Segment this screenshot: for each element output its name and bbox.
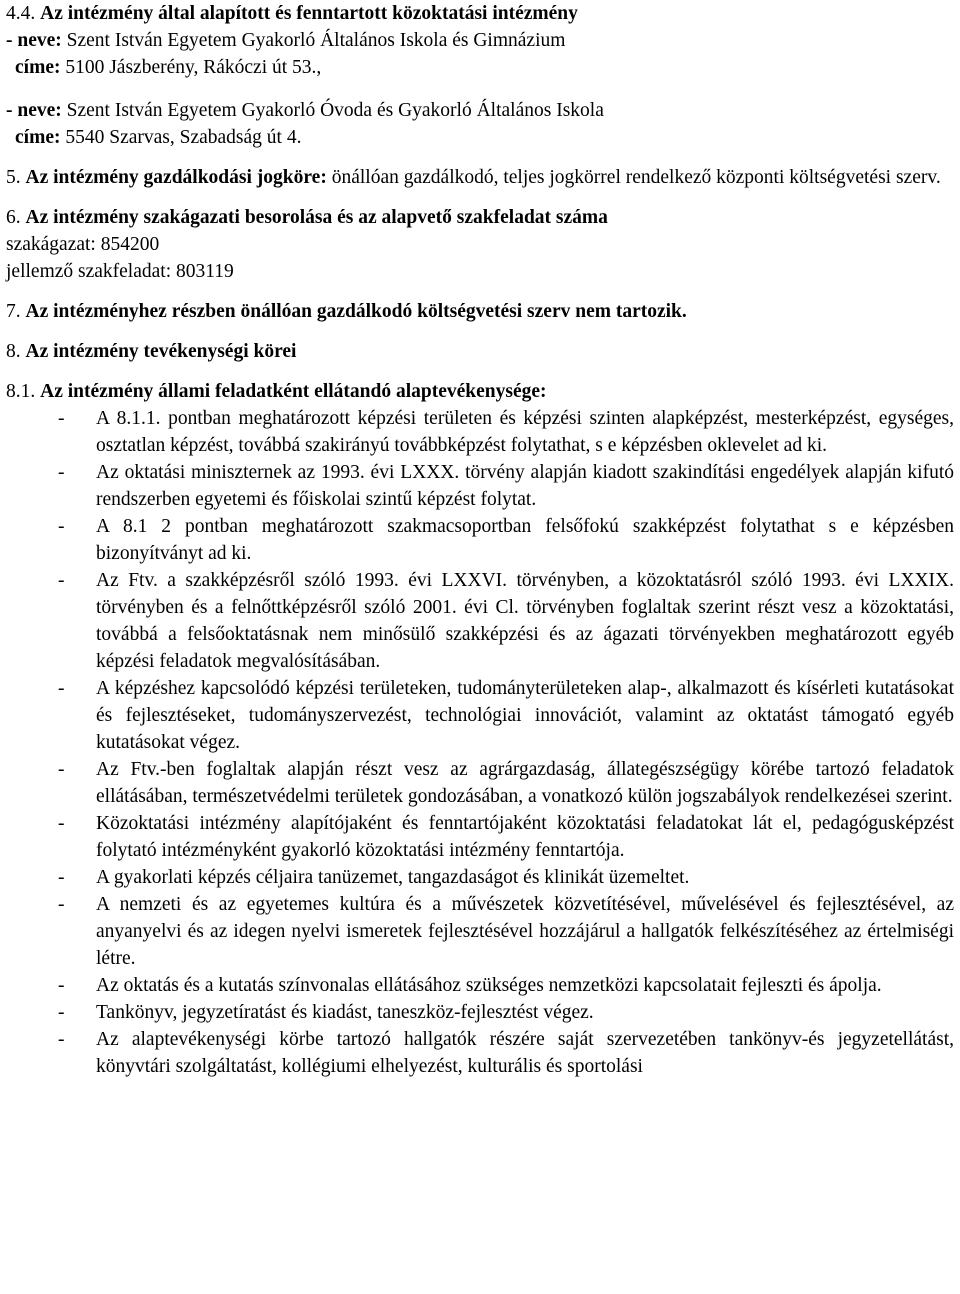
dash-bullet: - [58, 1029, 65, 1050]
institution-1-address-label: címe: [15, 57, 61, 78]
list-item [6, 405, 954, 459]
section-8-1 [6, 378, 954, 1080]
dash-bullet: - [58, 894, 65, 915]
list-item-text: Az Ftv. a szakképzésről szóló 1993. évi LXXVI. törvényben, a közoktatásról szóló 1993. évi LXXIX. törvényben és a felnőttképzésről szóló 2001. évi Cl. törvényben foglaltak szerint részt vesz a közoktatási, továbbá a felsőoktatásnak nem minősülő szakképzési és az ágazati törvényekben meghatározott egyéb képzési feladatok megvalósításában. [96, 570, 954, 672]
institution-1-address-value: 5100 Jászberény, Rákóczi út 53., [65, 57, 322, 78]
dash-bullet: - [58, 462, 65, 483]
list-item-text: A 8.1 2 pontban meghatározott szakmacsoportban felsőfokú szakképzést folytathat s e képzésben bizonyítványt ad ki. [96, 516, 954, 564]
section-7-heading [6, 298, 954, 325]
list-item-text: Az alaptevékenységi körbe tartozó hallgatók részére saját szervezetében tankönyv-és jegyzetellátást, könyvtári szolgáltatást, kollégiumi elhelyezést, kulturális és sportolási [96, 1029, 954, 1077]
section-8-1-number: 8.1. [6, 381, 36, 402]
list-item [6, 756, 954, 810]
institution-1-name-value: Szent István Egyetem Gyakorló Általános Iskola és Gimnázium [66, 30, 566, 51]
section-8-1-heading [6, 378, 954, 405]
list-item-text: A 8.1.1. pontban meghatározott képzési területen és képzési szinten alapképzést, mesterképzést, egységes, osztatlan képzést, továbbá szakirányú továbbképzést folytathat, s e képzésben oklevelet ad ki. [96, 408, 954, 456]
institution-1-name-label: - neve: [6, 30, 62, 51]
list-item-text: A képzéshez kapcsolódó képzési területeken, tudományterületeken alap-, alkalmazott és kísérleti kutatásokat és fejlesztéseket, tudományszervezést, technológiai innovációt, valamint az oktatást támogató egyéb kutatásokat végez. [96, 678, 954, 753]
institution-2-name-label: - neve: [6, 100, 62, 121]
section-6-number: 6. [6, 207, 21, 228]
list-item-text: Az oktatás és a kutatás színvonalas ellátásához szükséges nemzetközi kapcsolatait fejleszti és ápolja. [96, 975, 882, 996]
section-7-number: 7. [6, 301, 21, 322]
list-item-text: Tankönyv, jegyzetíratást és kiadást, taneszköz-fejlesztést végez. [96, 1002, 594, 1023]
section-5 [6, 164, 954, 191]
section-8-heading [6, 338, 954, 365]
dash-bullet: - [58, 408, 65, 429]
list-item-text: Az Ftv.-ben foglaltak alapján részt vesz az agrárgazdaság, állategészségügy körébe tartozó feladatok ellátásában, természetvédelmi területek gondozásában, a vonatkozó külön jogszabályok rendelkezései szerint. [96, 759, 954, 807]
section-7 [6, 298, 954, 325]
section-5-number: 5. [6, 167, 21, 188]
section-8-number: 8. [6, 341, 21, 362]
institution-2-name [6, 97, 954, 124]
list-item [6, 513, 954, 567]
section-5-paragraph [6, 164, 954, 191]
list-item [6, 810, 954, 864]
list-item-text: A gyakorlati képzés céljaira tanüzemet, tangazdaságot és klinikát üzemeltet. [96, 867, 690, 888]
section-6-heading [6, 204, 954, 231]
section-8 [6, 338, 954, 365]
dash-bullet: - [58, 1002, 65, 1023]
institution-1-address [6, 54, 954, 81]
list-item [6, 864, 954, 891]
section-7-title: Az intézményhez részben önállóan gazdálkodó költségvetési szerv nem tartozik. [25, 301, 687, 322]
institution-2-name-value: Szent István Egyetem Gyakorló Óvoda és Gyakorló Általános Iskola [66, 100, 604, 121]
dash-bullet: - [58, 813, 65, 834]
section-6-sector-code: szakágazat: 854200 [6, 234, 160, 255]
section-6-title: Az intézmény szakágazati besorolása és az alapvető szakfeladat száma [25, 207, 608, 228]
section-4-4-number: 4.4. [6, 3, 36, 24]
list-item [6, 972, 954, 999]
list-item [6, 567, 954, 675]
list-item [6, 1026, 954, 1080]
list-item-text: Az oktatási miniszternek az 1993. évi LXXX. törvény alapján kiadott szakindítási engedélyek alapján kifutó rendszerben egyetemi és főiskolai szintű képzést folytat. [96, 462, 954, 510]
institution-2-address-value: 5540 Szarvas, Szabadság út 4. [65, 127, 302, 148]
list-item [6, 459, 954, 513]
list-item [6, 891, 954, 972]
list-item-text: Közoktatási intézmény alapítójaként és fenntartójaként közoktatási feladatokat lát el, pedagógusképzést folytató intézményként gyakorló közoktatási intézmény fenntartója. [96, 813, 954, 861]
list-item [6, 675, 954, 756]
list-item [6, 999, 954, 1026]
section-5-title: Az intézmény gazdálkodási jogköre: [25, 167, 327, 188]
dash-bullet: - [58, 759, 65, 780]
dash-bullet: - [58, 678, 65, 699]
activity-list [6, 405, 954, 1080]
dash-bullet: - [58, 867, 65, 888]
institution-1-name [6, 27, 954, 54]
section-8-title: Az intézmény tevékenységi körei [25, 341, 297, 362]
section-4-4-title: Az intézmény által alapított és fenntartott közoktatási intézmény [40, 3, 578, 24]
section-5-text: önállóan gazdálkodó, teljes jogkörrel rendelkező központi költségvetési szerv. [331, 167, 941, 188]
institution-2-address-label: címe: [15, 127, 61, 148]
dash-bullet: - [58, 570, 65, 591]
section-8-1-title: Az intézmény állami feladatként ellátandó alaptevékenysége: [40, 381, 547, 402]
section-6 [6, 204, 954, 285]
section-4-4-heading [6, 0, 954, 27]
dash-bullet: - [58, 975, 65, 996]
section-4-4 [6, 0, 954, 151]
section-6-task-code: jellemző szakfeladat: 803119 [6, 261, 234, 282]
institution-2-address [6, 124, 954, 151]
list-item-text: A nemzeti és az egyetemes kultúra és a művészetek közvetítésével, művelésével és fejlesztésével, az anyanyelvi és az idegen nyelvi ismeretek fejlesztésével hozzájárul a hallgatók felkészítéséhez az értelmiségi létre. [96, 894, 954, 969]
dash-bullet: - [58, 516, 65, 537]
